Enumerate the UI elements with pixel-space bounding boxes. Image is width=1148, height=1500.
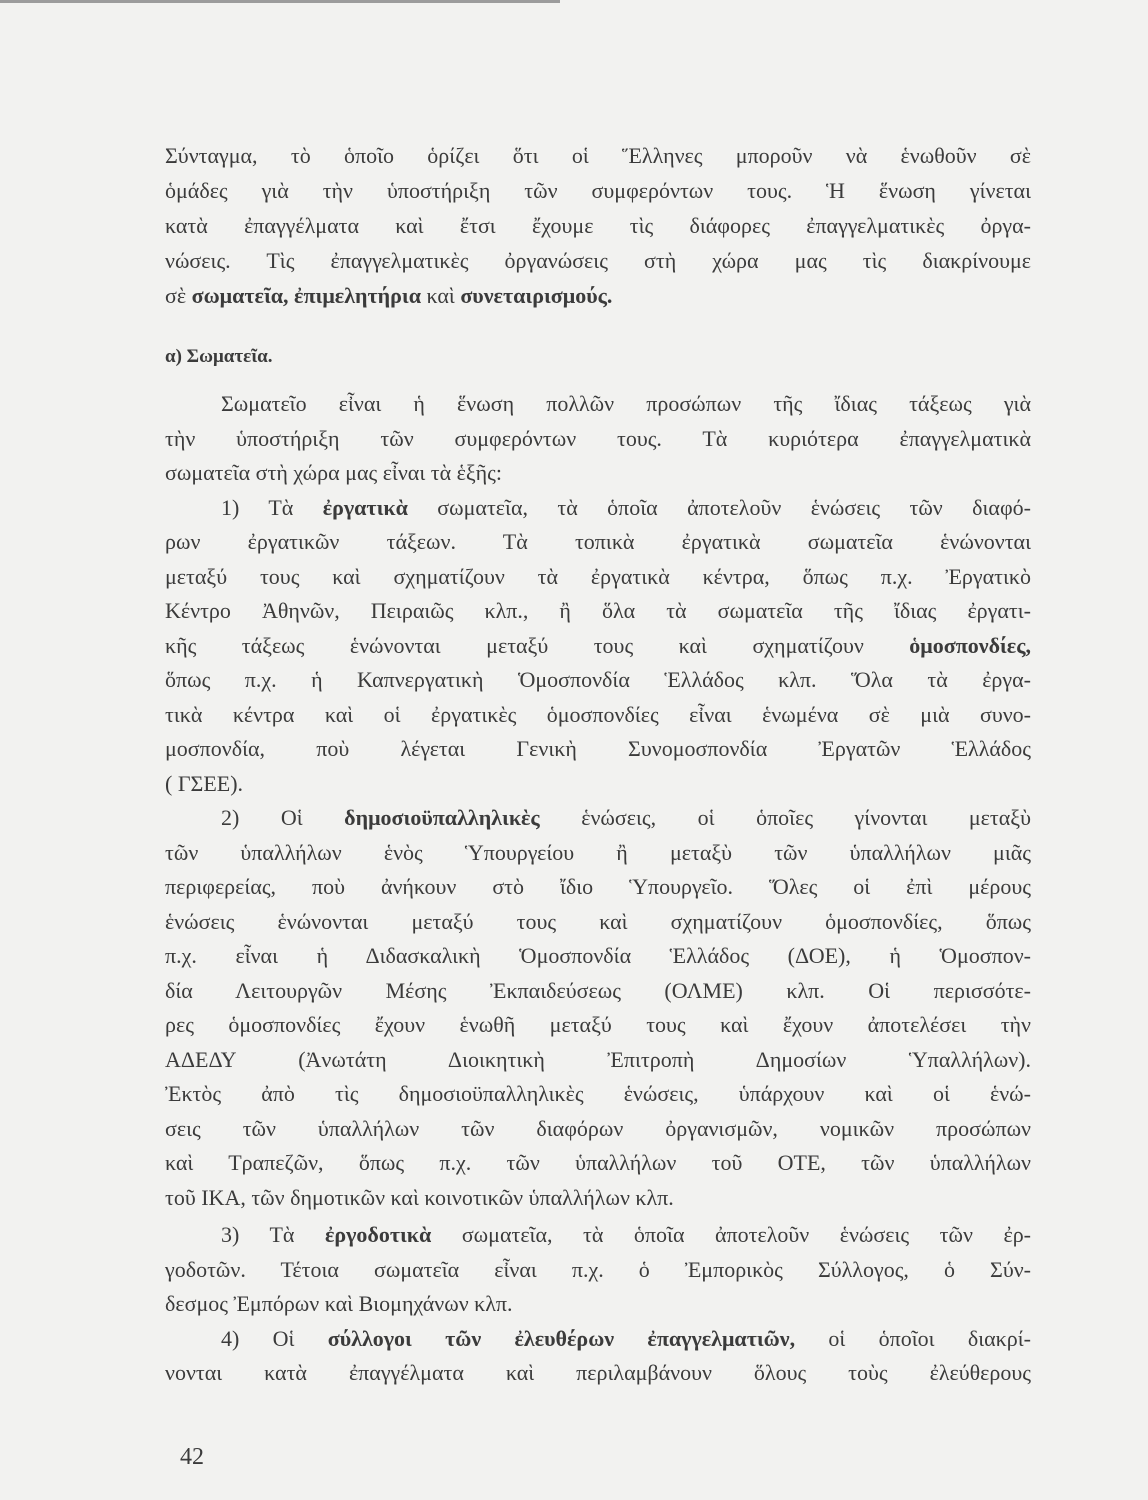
text-line: ἑνώσεις ἑνώνονται μεταξύ τους καὶ σχηματίζουν ὁμοσπονδίες, ὅπως bbox=[165, 908, 1031, 934]
text-line: τῶν ὑπαλλήλων ἑνὸς Ὑπουργείου ἢ μεταξὺ τῶν ὑπαλλήλων μιᾶς bbox=[165, 839, 1031, 865]
text-run: σὲ bbox=[165, 283, 192, 308]
text-run: καὶ bbox=[421, 283, 461, 308]
text-run: κῆς τάξεως ἑνώνονται μεταξύ τους καὶ σχηματίζουν bbox=[165, 632, 910, 658]
bold-term: ἐργοδοτικὰ bbox=[324, 1222, 432, 1247]
bold-term: ὁμοσπονδίες, bbox=[909, 632, 1031, 658]
text-run: 4) Οἱ bbox=[221, 1325, 328, 1351]
text-line: δία Λειτουργῶν Μέσης Ἐκπαιδεύσεως (ΟΛΜΕ) κλπ. Οἱ περισσότε- bbox=[165, 977, 1031, 1003]
text-line: σεις τῶν ὑπαλλήλων τῶν διαφόρων ὀργανισμῶν, νομικῶν προσώπων bbox=[165, 1115, 1031, 1141]
text-line: νονται κατὰ ἐπαγγέλματα καὶ περιλαμβάνουν ὅλους τοὺς ἐλεύθερους bbox=[165, 1360, 1031, 1385]
text-line: Ἐκτὸς ἀπὸ τὶς δημοσιοϋπαλληλικὲς ἑνώσεις, ὑπάρχουν καὶ οἱ ἑνώ- bbox=[165, 1081, 1031, 1106]
text-line: δεσμος Ἐμπόρων καὶ Βιομηχάνων κλπ. bbox=[165, 1291, 513, 1316]
text-line: ( ΓΣΕΕ). bbox=[165, 770, 244, 796]
text-line bbox=[165, 629, 1031, 664]
text-run: 1) Τὰ bbox=[221, 494, 323, 520]
text-line: σωματεῖα στὴ χώρα μας εἶναι τὰ ἑξῆς: bbox=[165, 460, 502, 485]
text-line: γοδοτῶν. Τέτοια σωματεῖα εἶναι π.χ. ὁ Ἐμπορικὸς Σύλλογος, ὁ Σύν- bbox=[165, 1256, 1031, 1282]
list-item-1 bbox=[165, 491, 1031, 802]
text-line: ρων ἐργατικῶν τάξεων. Τὰ τοπικὰ ἐργατικὰ σωματεῖα ἑνώνονται bbox=[165, 529, 1031, 554]
list-item-3 bbox=[165, 1218, 1031, 1322]
text-run: 3) Τὰ bbox=[221, 1222, 325, 1247]
text-line: π.χ. εἶναι ἡ Διδασκαλικὴ Ὁμοσπονδία Ἑλλάδος (ΔΟΕ), ἡ Ὁμοσπον- bbox=[165, 943, 1031, 968]
bold-term: ἐργατικὰ bbox=[322, 494, 408, 520]
section-heading: α) Σωματεῖα. bbox=[165, 346, 273, 367]
bold-term: δημοσιοϋπαλληλικὲς bbox=[344, 805, 540, 830]
text-line: ΑΔΕΔΥ (Ἀνωτάτη Διοικητικὴ Ἐπιτροπὴ Δημοσίων Ὑπαλλήλων). bbox=[165, 1046, 1031, 1072]
text-line: Σωματεῖο εἶναι ἡ ἕνωση πολλῶν προσώπων τῆς ἴδιας τάξεως γιὰ bbox=[221, 391, 1031, 416]
text-line: Σύνταγμα, τὸ ὁποῖο ὁρίζει ὅτι οἱ Ἕλληνες μποροῦν νὰ ἑνωθοῦν σὲ bbox=[165, 143, 1031, 168]
page-text-column bbox=[165, 138, 1031, 1391]
list-item-4 bbox=[165, 1322, 1031, 1391]
text-line: τοῦ ΙΚΑ, τῶν δημοτικῶν καὶ κοινοτικῶν ὑπαλλήλων κλπ. bbox=[165, 1184, 674, 1210]
list-item-2 bbox=[165, 801, 1031, 1215]
text-line: μοσπονδία, ποὺ λέγεται Γενικὴ Συνομοσπονδία Ἐργατῶν Ἑλλάδος bbox=[165, 736, 1031, 761]
text-line: καὶ Τραπεζῶν, ὅπως π.χ. τῶν ὑπαλλήλων τοῦ ΟΤΕ, τῶν ὑπαλλήλων bbox=[165, 1150, 1031, 1175]
text-line: ὁμάδες γιὰ τὴν ὑποστήριξη τῶν συμφερόντων τους. Ἡ ἕνωση γίνεται bbox=[165, 178, 1031, 203]
bold-term: σωματεῖα, ἐπιμελητήρια bbox=[191, 283, 421, 308]
text-line: κατὰ ἐπαγγέλματα καὶ ἔτσι ἔχουμε τὶς διάφορες ἐπαγγελματικὲς ὀργα- bbox=[165, 213, 1031, 238]
text-line: ρες ὁμοσπονδίες ἔχουν ἑνωθῆ μεταξύ τους καὶ ἔχουν ἀποτελέσει τὴν bbox=[165, 1012, 1031, 1037]
text-line: νώσεις. Τὶς ἐπαγγελματικὲς ὀργανώσεις στὴ χώρα μας τὶς διακρίνουμε bbox=[165, 248, 1031, 273]
text-run: σωματεῖα, τὰ ὁποῖα ἀποτελοῦν ἑνώσεις τῶν ἐρ- bbox=[431, 1222, 1031, 1247]
text-line: τικὰ κέντρα καὶ οἱ ἐργατικὲς ὁμοσπονδίες εἶναι ἑνωμένα σὲ μιὰ συνο- bbox=[165, 701, 1031, 727]
text-line bbox=[165, 801, 1031, 836]
text-run: οἱ ὁποῖοι διακρί- bbox=[795, 1325, 1031, 1351]
text-run: ἑνώσεις, οἱ ὁποῖες γίνονται μεταξὺ bbox=[539, 805, 1031, 830]
page-number: 42 bbox=[180, 1444, 204, 1470]
text-run: σωματεῖα, τὰ ὁποῖα ἀποτελοῦν ἑνώσεις τῶν διαφό- bbox=[407, 494, 1031, 520]
text-line: ὅπως π.χ. ἡ Καπνεργατικὴ Ὁμοσπονδία Ἑλλάδος κλπ. Ὅλα τὰ ἐργα- bbox=[165, 667, 1031, 692]
text-line bbox=[165, 1322, 1031, 1357]
text-line: περιφερείας, ποὺ ἀνήκουν στὸ ἴδιο Ὑπουργεῖο. Ὅλες οἱ ἐπὶ μέρους bbox=[165, 874, 1031, 899]
text-line: Κέντρο Ἀθηνῶν, Πειραιῶς κλπ., ἢ ὅλα τὰ σωματεῖα τῆς ἴδιας ἐργατι- bbox=[165, 598, 1031, 623]
bold-term: σύλλογοι τῶν ἐλευθέρων ἐπαγγελματιῶν, bbox=[327, 1325, 796, 1351]
text-line bbox=[165, 491, 1031, 526]
scan-edge-line bbox=[0, 0, 560, 3]
definition-paragraph bbox=[165, 387, 1031, 491]
intro-paragraph bbox=[165, 138, 1031, 313]
text-line: μεταξύ τους καὶ σχηματίζουν τὰ ἐργατικὰ κέντρα, ὅπως π.χ. Ἐργατικὸ bbox=[165, 563, 1031, 589]
text-line bbox=[165, 278, 1031, 313]
text-line: τὴν ὑποστήριξη τῶν συμφερόντων τους. Τὰ κυριότερα ἐπαγγελματικὰ bbox=[165, 425, 1031, 451]
text-line bbox=[165, 1218, 1031, 1253]
bold-term: συνεταιρισμούς. bbox=[460, 283, 613, 308]
text-run: 2) Οἱ bbox=[221, 805, 345, 830]
